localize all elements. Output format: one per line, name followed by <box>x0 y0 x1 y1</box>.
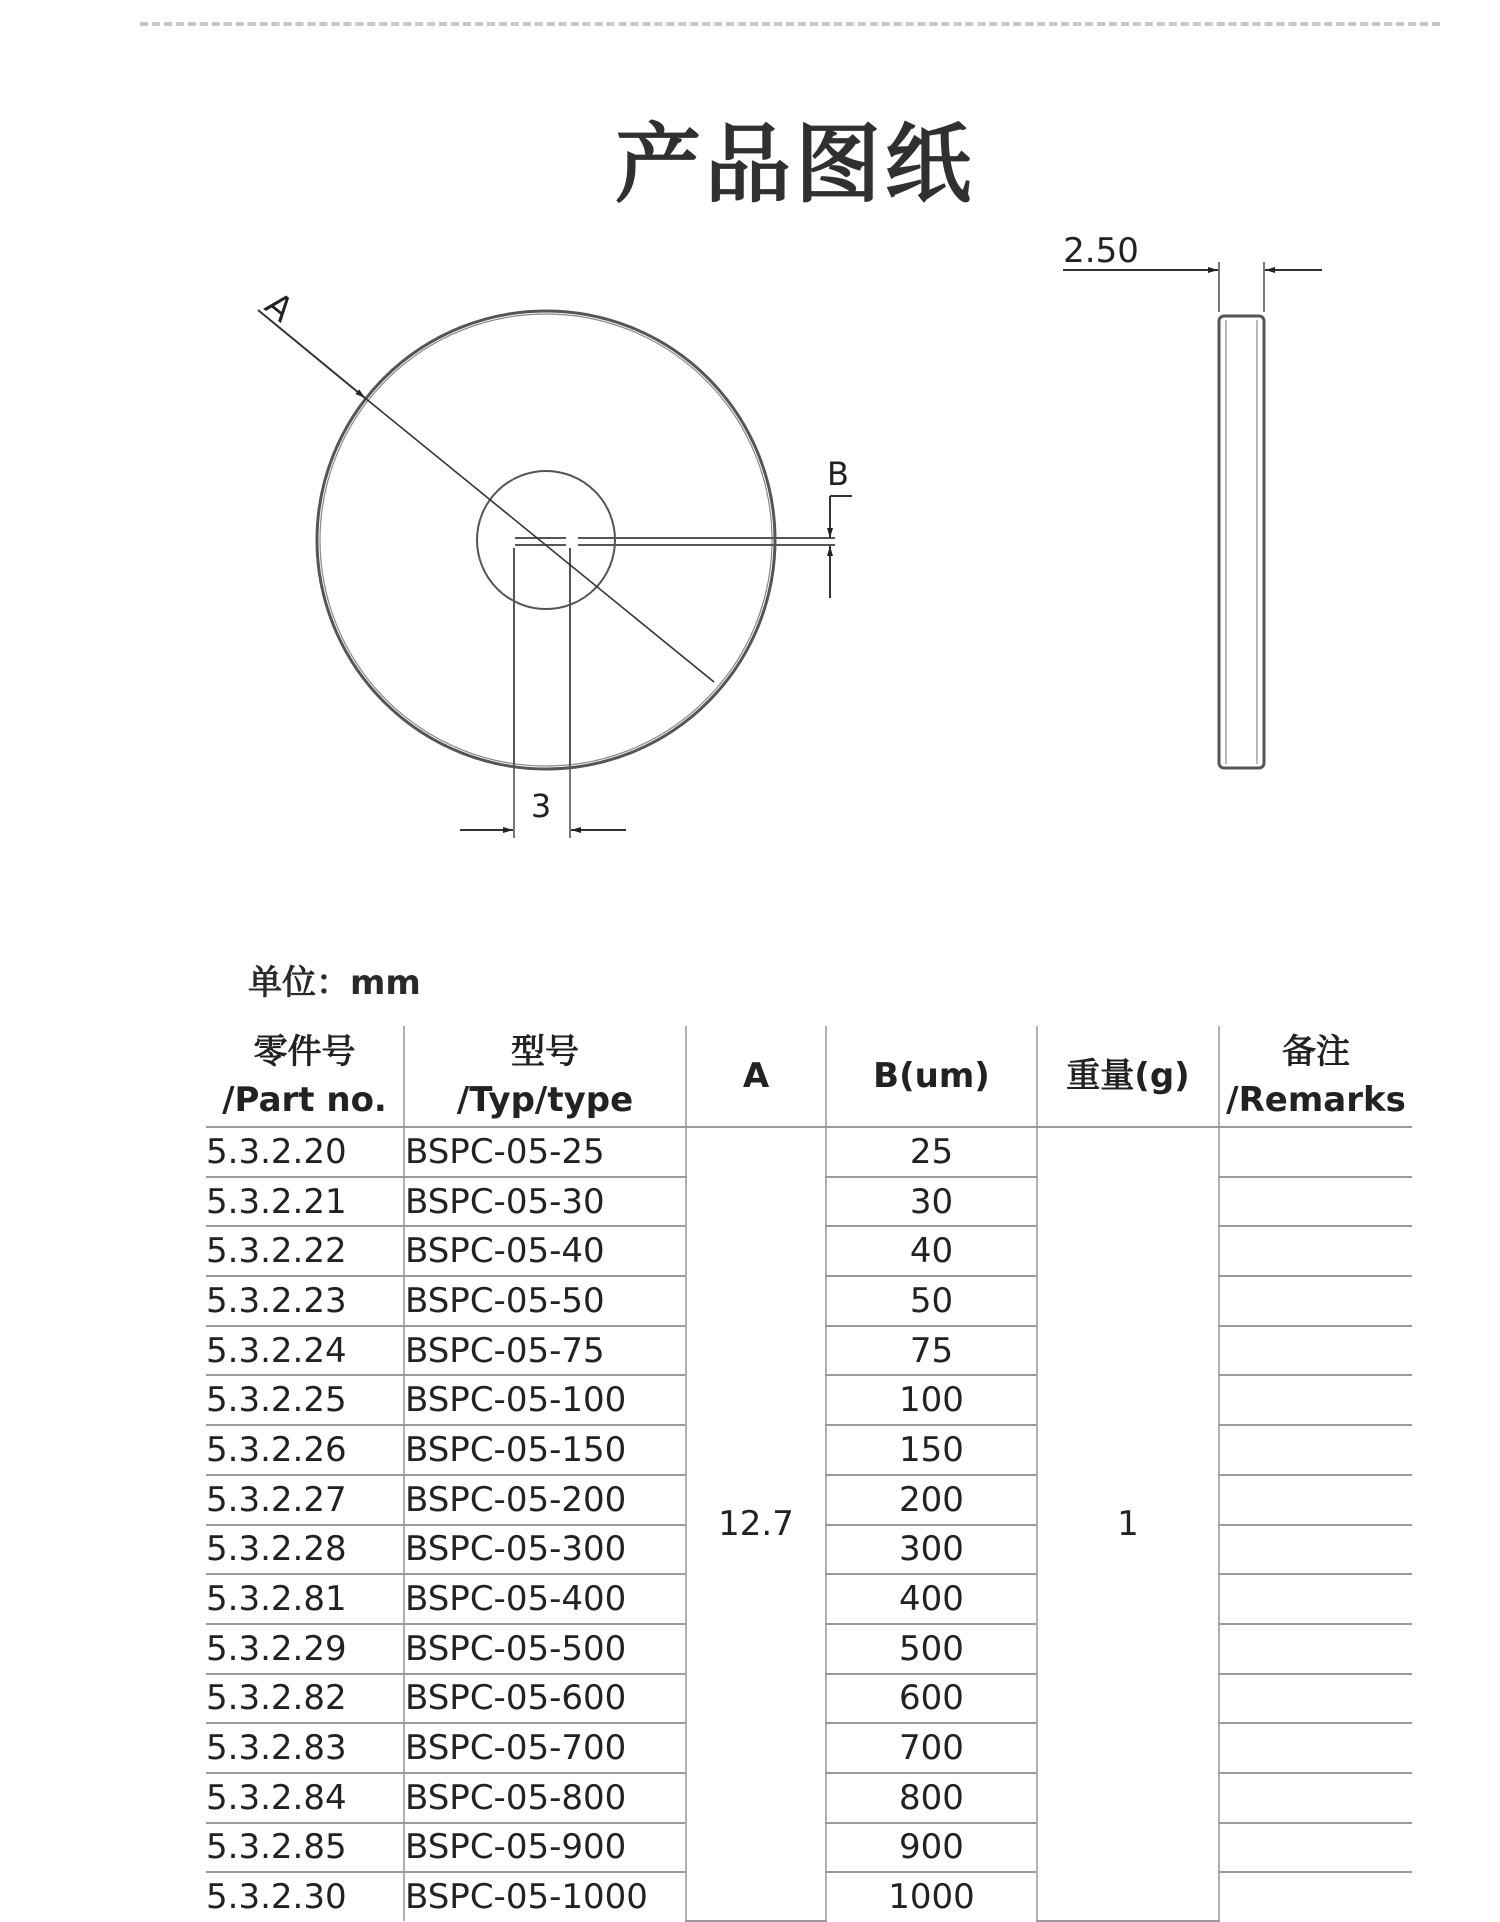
type-cell: BSPC-05-200 <box>404 1475 686 1525</box>
part-no-cell: 5.3.2.81 <box>206 1574 404 1624</box>
header-type-cn: 型号 <box>511 1032 579 1072</box>
technical-drawing <box>0 0 1500 880</box>
type-cell: BSPC-05-30 <box>404 1177 686 1227</box>
type-cell: BSPC-05-400 <box>404 1574 686 1624</box>
type-cell: BSPC-05-800 <box>404 1773 686 1823</box>
remarks-cell <box>1219 1326 1412 1376</box>
header-remarks <box>1219 1026 1412 1127</box>
weight-value-cell: 1 <box>1037 1127 1219 1921</box>
label-b: B <box>827 455 849 493</box>
b-value-cell: 500 <box>826 1624 1037 1674</box>
header-type-en: /Typ/type <box>456 1080 634 1120</box>
type-cell: BSPC-05-150 <box>404 1425 686 1475</box>
part-no-cell: 5.3.2.30 <box>206 1877 347 1918</box>
side-view <box>1063 262 1322 768</box>
b-value-cell: 200 <box>826 1475 1037 1525</box>
remarks-cell <box>1219 1425 1412 1475</box>
label-width: 3 <box>530 787 552 825</box>
part-no-cell: 5.3.2.25 <box>206 1375 404 1425</box>
remarks-cell <box>1219 1375 1412 1425</box>
remarks-cell <box>1219 1723 1412 1773</box>
b-value-cell: 150 <box>826 1425 1037 1475</box>
remarks-cell <box>1219 1127 1412 1177</box>
header-part-no-cn: 零件号 <box>253 1032 356 1072</box>
type-cell: BSPC-05-50 <box>404 1276 686 1326</box>
part-no-cell: 5.3.2.27 <box>206 1475 404 1525</box>
b-value-cell: 400 <box>826 1574 1037 1624</box>
part-no-cell: 5.3.2.21 <box>206 1177 404 1227</box>
remarks-cell <box>1219 1525 1412 1575</box>
label-a: A <box>257 284 301 331</box>
b-value-cell: 40 <box>826 1226 1037 1276</box>
part-no-cell: 5.3.2.82 <box>206 1674 404 1724</box>
header-remarks-cn: 备注 <box>1282 1032 1350 1072</box>
a-value-cell: 12.7 <box>686 1127 826 1921</box>
type-cell: BSPC-05-600 <box>404 1674 686 1724</box>
header-weight: 重量(g) <box>1037 1026 1219 1127</box>
type-cell: BSPC-05-1000 <box>404 1872 686 1921</box>
remarks-cell <box>1219 1475 1412 1525</box>
type-cell: BSPC-05-75 <box>404 1326 686 1376</box>
part-no-cell: 5.3.2.24 <box>206 1326 404 1376</box>
b-value-cell: 75 <box>826 1326 1037 1376</box>
part-no-cell: 5.3.2.22 <box>206 1226 404 1276</box>
b-value-cell: 800 <box>826 1773 1037 1823</box>
table-row <box>206 1127 1412 1177</box>
header-part-no-en: /Part no. <box>222 1080 387 1120</box>
header-part-no <box>206 1026 404 1127</box>
table-body <box>206 1127 1412 1921</box>
remarks-cell <box>1219 1177 1412 1227</box>
header-type <box>404 1026 686 1127</box>
type-cell: BSPC-05-700 <box>404 1723 686 1773</box>
b-value-cell: 300 <box>826 1525 1037 1575</box>
type-cell: BSPC-05-40 <box>404 1226 686 1276</box>
part-no-cell: 5.3.2.28 <box>206 1525 404 1575</box>
type-cell: BSPC-05-100 <box>404 1375 686 1425</box>
part-no-cell: 5.3.2.23 <box>206 1276 404 1326</box>
header-a: A <box>686 1026 826 1127</box>
part-no-cell: 5.3.2.85 <box>206 1823 404 1873</box>
type-cell: BSPC-05-500 <box>404 1624 686 1674</box>
part-no-cell: 5.3.2.20 <box>206 1127 404 1177</box>
type-cell: BSPC-05-900 <box>404 1823 686 1873</box>
front-view <box>258 310 852 838</box>
label-thickness: 2.50 <box>1063 231 1139 271</box>
b-value-cell: 1000 <box>826 1872 1037 1921</box>
remarks-cell <box>1219 1872 1412 1921</box>
outer-circle-inner-edge <box>320 314 772 766</box>
type-cell: BSPC-05-300 <box>404 1525 686 1575</box>
b-value-cell: 600 <box>826 1674 1037 1724</box>
remarks-cell <box>1219 1624 1412 1674</box>
remarks-cell <box>1219 1226 1412 1276</box>
remarks-cell <box>1219 1773 1412 1823</box>
b-value-cell: 25 <box>826 1127 1037 1177</box>
b-value-cell: 50 <box>826 1276 1037 1326</box>
unit-label: 单位：mm <box>248 963 421 1003</box>
table-header-row <box>206 1026 1412 1127</box>
part-no-cell: 5.3.2.84 <box>206 1773 404 1823</box>
spec-table <box>206 1026 1412 1922</box>
remarks-cell <box>1219 1823 1412 1873</box>
b-value-cell: 700 <box>826 1723 1037 1773</box>
outer-circle <box>317 311 775 769</box>
b-value-cell: 100 <box>826 1375 1037 1425</box>
part-no-cell: 5.3.2.83 <box>206 1723 404 1773</box>
page-title: 产品图纸 <box>615 115 975 215</box>
type-cell: BSPC-05-25 <box>404 1127 686 1177</box>
b-value-cell: 30 <box>826 1177 1037 1227</box>
part-no-cell: 5.3.2.29 <box>206 1624 404 1674</box>
b-value-cell: 900 <box>826 1823 1037 1873</box>
header-b: B(um) <box>826 1026 1037 1127</box>
remarks-cell <box>1219 1574 1412 1624</box>
part-no-cell: 5.3.2.26 <box>206 1425 404 1475</box>
inner-hole <box>477 471 615 609</box>
remarks-cell <box>1219 1674 1412 1724</box>
header-remarks-en: /Remarks <box>1226 1080 1406 1120</box>
remarks-cell <box>1219 1276 1412 1326</box>
diameter-line <box>365 398 714 682</box>
